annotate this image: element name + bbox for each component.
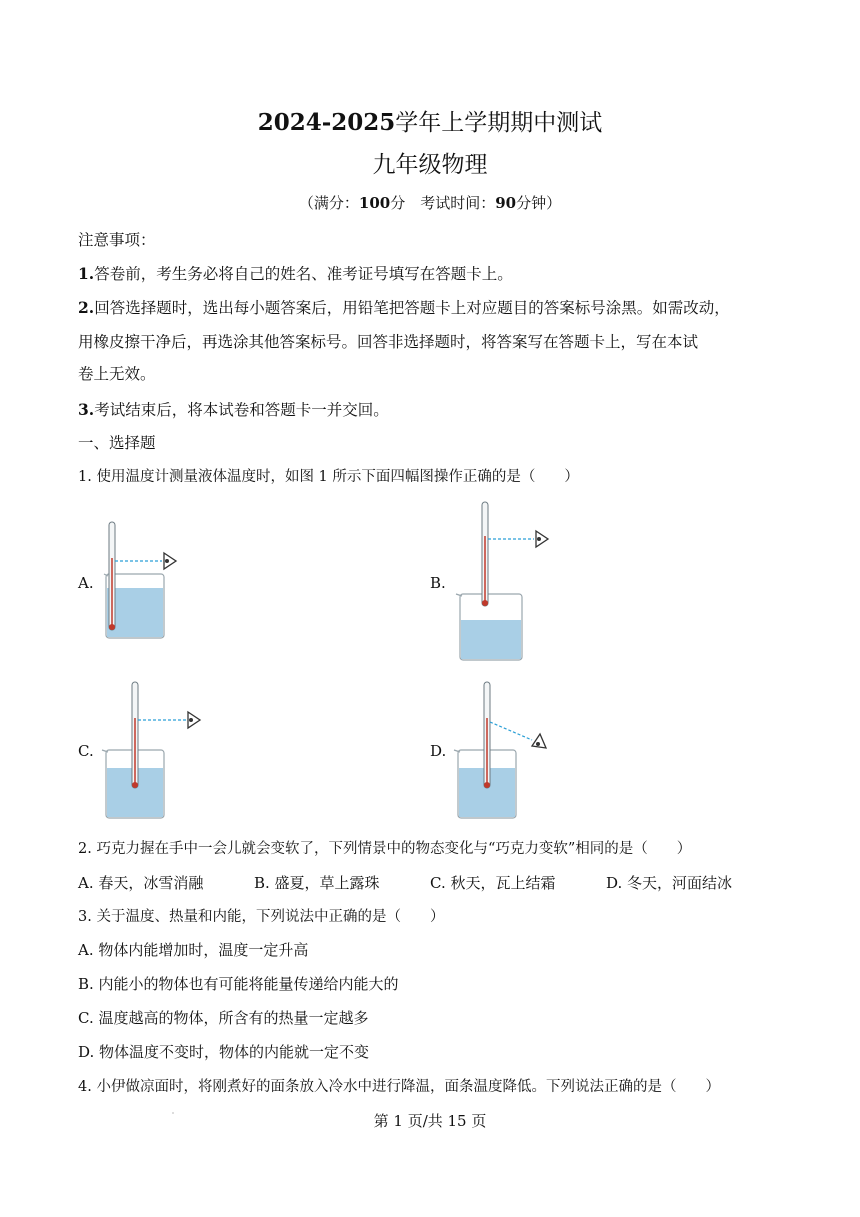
- q1-figure-b: [450, 500, 560, 665]
- q3-option-c: C. 温度越高的物体，所含有的热量一定越多: [78, 1009, 369, 1027]
- notice-text-2-l1: 回答选择题时，选出每小题答案后，用铅笔把答题卡上对应题目的答案标号涂黑。如需改动，: [94, 299, 730, 317]
- eye-icon: [188, 712, 200, 728]
- q1-figure-a: [100, 518, 190, 643]
- section-heading: 一、选择题: [78, 434, 156, 452]
- meta-mid: 分 考试时间：: [390, 194, 496, 212]
- exam-subtitle: 九年级物理: [372, 152, 488, 178]
- notice-item-2: [78, 296, 730, 318]
- exam-time: 90: [495, 194, 517, 212]
- notice-num-3: 3.: [78, 400, 95, 419]
- question-4-stem: 4. 小伊做凉面时，将刚煮好的面条放入冷水中进行降温，面条温度降低。下列说法正确的是（ ）: [78, 1079, 720, 1095]
- notice-heading: 注意事项：: [78, 231, 156, 249]
- question-2-stem: 2. 巧克力握在手中一会儿就会变软了，下列情景中的物态变化与“巧克力变软”相同的是（ ）: [78, 841, 692, 857]
- q1-option-a-label: A.: [78, 574, 94, 592]
- notice-num-2: 2.: [78, 298, 95, 317]
- q1-option-d-label: D.: [430, 742, 447, 760]
- eye-icon: [536, 531, 548, 547]
- meta-close: 分钟）: [516, 194, 562, 212]
- q3-option-a: A. 物体内能增加时，温度一定升高: [78, 941, 309, 959]
- eye-icon: [532, 734, 546, 748]
- notice-item-3: [78, 398, 389, 420]
- question-3-stem: 3. 关于温度、热量和内能，下列说法中正确的是（ ）: [78, 909, 445, 925]
- q2-option-a: A. 春天，冰雪消融: [78, 874, 204, 892]
- page-footer: 第 1 页/共 15 页: [373, 1112, 487, 1130]
- notice-item-2-line-3: 卷上无效。: [78, 365, 156, 383]
- q3-option-b: B. 内能小的物体也有可能将能量传递给内能大的: [78, 975, 399, 993]
- exam-title-text: 学年上学期期中测试: [395, 110, 603, 136]
- q1-figure-c: [100, 678, 215, 823]
- notice-item-2-line-2: 用橡皮擦干净后，再选涂其他答案标号。回答非选择题时，将答案写在答题卡上，写在本试: [78, 333, 699, 351]
- exam-meta: [0, 192, 860, 213]
- q2-option-b: B. 盛夏，草上露珠: [254, 874, 380, 892]
- q1-option-c-label: C.: [78, 742, 94, 760]
- meta-open: （满分：: [298, 194, 359, 212]
- notice-num-1: 1.: [78, 264, 95, 283]
- notice-item-1: [78, 262, 513, 284]
- question-1-stem: 1. 使用温度计测量液体温度时，如图 1 所示下面四幅图操作正确的是（ ）: [78, 469, 579, 485]
- exam-year: 2024-2025: [257, 109, 396, 136]
- q1-figure-d: [452, 680, 562, 825]
- full-score: 100: [358, 194, 391, 212]
- eye-icon: [164, 553, 176, 569]
- exam-title: [0, 104, 860, 137]
- q2-option-d: D. 冬天，河面结冰: [606, 874, 733, 892]
- q1-option-b-label: B.: [430, 574, 446, 592]
- q3-option-d: D. 物体温度不变时，物体的内能就一定不变: [78, 1043, 370, 1061]
- notice-text-3: 考试结束后，将本试卷和答题卡一并交回。: [94, 401, 389, 419]
- notice-text-1: 答卷前，考生务必将自己的姓名、准考证号填写在答题卡上。: [94, 265, 513, 283]
- q2-option-c: C. 秋天，瓦上结霜: [430, 874, 556, 892]
